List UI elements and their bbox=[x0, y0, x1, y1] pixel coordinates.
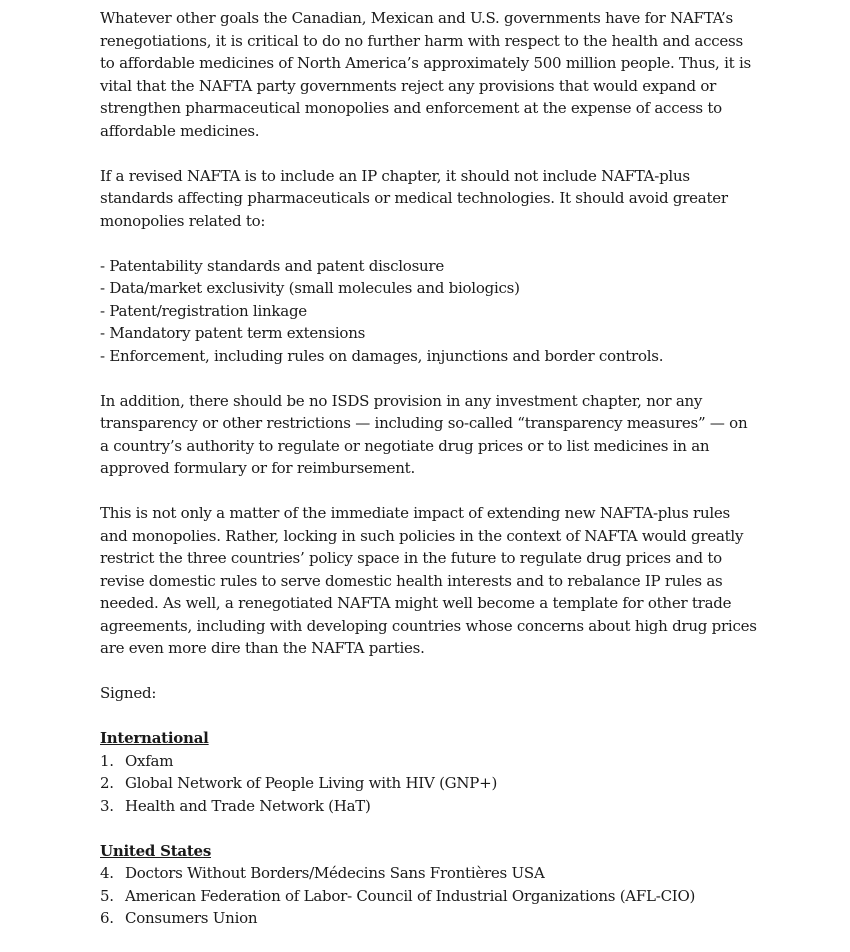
item-number: 2. bbox=[100, 774, 114, 792]
list-item bbox=[100, 750, 760, 773]
signer-name: Consumers Union bbox=[125, 909, 258, 927]
list-item bbox=[100, 862, 760, 885]
item-number: 4. bbox=[100, 864, 114, 882]
signer-list bbox=[100, 750, 760, 818]
list-item: - Data/market exclusivity (small molecules and biologics) bbox=[100, 279, 520, 297]
signer-name: Doctors Without Borders/Médecins Sans Frontières USA bbox=[125, 864, 545, 882]
item-number: 1. bbox=[100, 751, 114, 770]
list-item bbox=[100, 795, 760, 818]
list-item: - Patentability standards and patent disclosure bbox=[100, 256, 444, 275]
signed-label: Signed: bbox=[100, 684, 157, 702]
signer-name: Global Network of People Living with HIV (GNP+) bbox=[125, 774, 498, 792]
document-page bbox=[100, 7, 760, 952]
list-item bbox=[100, 885, 760, 908]
paragraph-goals: Whatever other goals the Canadian, Mexican and U.S. governments have for NAFTA’s renegotiations, it is critical to do no further harm with respect to the health and access to affordable medicines of North America’s approximately 500 million people. Thus, it is vital that the NAFTA party governments reject any provisions that would expand or strengthen pharmaceutical monopolies and enforcement at the expense of access to affordable medicines. bbox=[100, 9, 751, 140]
monopoly-bullet-list bbox=[100, 255, 760, 368]
paragraph-isds: In addition, there should be no ISDS provision in any investment chapter, nor any transparency or other restrictions — including so-called “transparency measures” — on a country’s authority to regulate or negotiate drug prices or to list medicines in an approved formulary or for reimbursement. bbox=[100, 391, 748, 477]
signer-name: Oxfam bbox=[125, 751, 174, 770]
list-item bbox=[100, 772, 760, 795]
signer-list bbox=[100, 862, 760, 930]
paragraph-policy-space: This is not only a matter of the immediate impact of extending new NAFTA-plus rules and monopolies. Rather, locking in such policies in the context of NAFTA would greatly restrict the three countries’ policy space in the future to regulate drug prices and to revise domestic rules to serve domestic health interests and to rebalance IP rules as needed. As well, a renegotiated NAFTA might well become a template for other trade agreements, including with developing countries whose concerns about high drug prices are even more dire than the NAFTA parties. bbox=[100, 504, 757, 657]
item-number: 5. bbox=[100, 886, 114, 905]
section-heading: United States bbox=[100, 841, 212, 860]
signer-name: American Federation of Labor- Council of Industrial Organizations (AFL-CIO) bbox=[125, 886, 696, 905]
paragraph-ip-chapter: If a revised NAFTA is to include an IP chapter, it should not include NAFTA-plus standards affecting pharmaceuticals or medical technologies. It should avoid greater monopolies related to: bbox=[100, 166, 728, 230]
signers-section-international bbox=[100, 727, 760, 817]
list-item bbox=[100, 907, 760, 930]
item-number: 6. bbox=[100, 909, 114, 927]
item-number: 3. bbox=[100, 796, 114, 815]
section-heading: International bbox=[100, 729, 209, 747]
list-item: - Enforcement, including rules on damages, injunctions and border controls. bbox=[100, 346, 664, 365]
signers-section-united-states bbox=[100, 840, 760, 930]
list-item: - Mandatory patent term extensions bbox=[100, 324, 366, 342]
list-item: - Patent/registration linkage bbox=[100, 301, 307, 320]
signer-name: Health and Trade Network (HaT) bbox=[125, 796, 371, 815]
